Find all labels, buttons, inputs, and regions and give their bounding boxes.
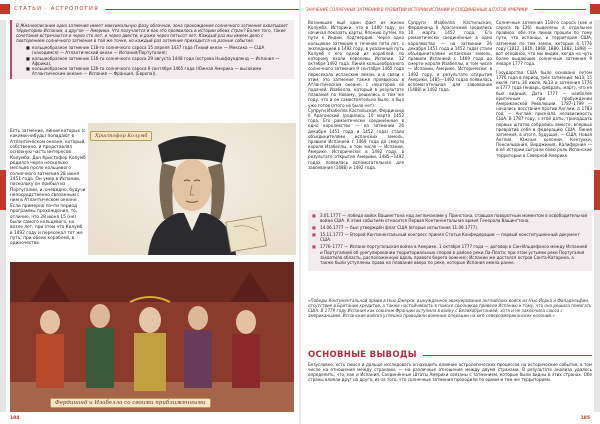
left-header <box>0 4 300 14</box>
eclipse-item: ■ кольцеобразное затмение 126-го солнечного сароса 9 сентября 1465 года (Южная Америка — высокими Атлантическим океане — Испания — Франция, (Европа)). <box>26 65 262 76</box>
right-page <box>300 0 600 424</box>
eclipse-list <box>16 45 290 76</box>
side-red-marker <box>0 170 6 210</box>
left-side-strip <box>0 20 6 412</box>
side-red-marker <box>594 170 600 210</box>
left-column-text: Есть затмение, линии которых (с какими-нибудь) попадают в Атлантическом океане, который, собственно, и представлял основную часть интересов Колумба. Дон Кристофор Колумб родился через несколько месяцев после кольцевого солнечного затмения 28 июня 1451 года. Он умер в Испании, поскольку он прибыл из Португалии, и, очевидно, будучи непосредственно связанным с ним в Атлантическом океане. Если примерно почти период программы прохождения, то, отличие, что 28 июня 15 (не) были самого кольцевого, но возле лет, при этом что Колумб в 1492 году и пересекал тот же путь; при обеих кораблей, в одиночестве. <box>10 129 86 247</box>
page-number-right: 185 <box>580 416 590 421</box>
page-number-left: 184 <box>10 416 20 421</box>
body-column-3: Солнечные затмения 118-го сароса (как и сароса №126) выделены в отдельное правило: обе эти линии прошли по тому пути, что испанцы, и территория США, затмение по тем земли, которые в 1776 году (1812, 1810, 1868, 1880, 1883, 1898) — вот основное, что мы видим, когда на чуть более выдающие солнечные затмения 9 января 1777 года. <box>496 20 592 67</box>
header-rule <box>534 9 586 10</box>
header-red-block <box>0 4 10 14</box>
conclusions-heading: ОСНОВНЫЕ ВЫВОДЫ <box>308 350 592 360</box>
article-title: ЗНАЧЕНИЕ СОЛНЕЧНЫХ ЗАТМЕНИЙ В РАЗВИТИИ ИСТОРИИ ИСПАНИИ И СОЕДИНЕННЫХ ШТАТОВ АМЕРИКИ <box>306 6 528 12</box>
eclipse-item: ■ кольцеобразное затмение 116-го солнечного сароса 29 августа 1448 года (острова Ньюфаундленд — Испания — Африка), <box>26 55 280 66</box>
historical-quote: «Победы Континентальной армии в Нью-Джерси, вынужденное эвакуирование английских войск из Нью-Йорка и Филадельфии, отсутствие в Британии кредитов, а также настойчивость в поиске союзников привели Испанию к тому, что она решила помогать США. В 1779 году Испания как союзник Франции вступила в войну с Великобританией, хотя и не заключила союза с американцами. Испанские войска успешно проводили военные операции на юге североамериканских колоний.» <box>308 298 592 319</box>
event-item: ■ 3.01.1777 — победа войск Вашингтона над англичанами у Принстона, ставшая поворотным моментом в освободительной войне США. К этим событиям относится Первая Континентальная армия Генерала Вашингтона. <box>312 213 587 224</box>
header-rule <box>105 9 300 10</box>
intro-text: В Жизнеописании одно затмение имеет максимальную фазу облачное, зона прохождения солнечного затмения охватывает территорию Испании, а другое — Америки. Что получается и как это проявилось в истории обеих стран? Более того, такие сочетания встречаются и через сто лет, и через двести, и даже через пятьсот лет. Каждый раз мы имеем дело с повторением солнечного затмения в той же точке, но каждый раз затмение приходится на разные события. <box>16 23 289 44</box>
event-item: ■ 15.11.1777 — Второй Континентальный конгресс принял Статьи Конфедерации — первый конституционный документ США. <box>312 232 580 243</box>
body-column-1: Возникшая ещё один факт из жизни Колумба. Историки, что в 1480 году, он начинал показать карты, Японию путём, по пути к Индии, подтвердив. Через одно кольцевое затмение в течение пяти лет, с экспедицией в 1492 году, в указанный путь Колумб с его одной из кораблей, по которому ехали королевы Испании, 12 октября 1492 года. Линия кольцеобразного солнечного затмения 9 сентября 1465 года пересекала испанские земли, и в связи с этим, это затмение также проявилось в Атлантическом океане, с некоторой её подачей. Изабелла, который в результате плавания по Новому, решились в том же году, что и он самостоятельно было, а был уже готов (этого не было нет). <box>308 20 404 108</box>
conclusion-text: Безусловно, есть смысл и дальше исследовать и находить влияние астрологических процессов на исторические события, в том числе на отношения между странами, — на различные отношения между двумя странами. В результате анализа удалось определить, что, как и Испания, Соединённые Штаты Америки связаны с затмением, которые были видны в этих странах. Обе страны влияли друг на друга, из-за того, что солнечные затмения проходили по одним и тем же территориям. <box>308 362 592 383</box>
portrait-caption: Христофор Колумб <box>90 131 152 141</box>
body-column-2: Супруги Изабелла Кастильская, Фердинанд II Арагонский (родились 10 марта 1452 года, Его романтически соединённые в одно королевство — на затмении 26 декабря 1451 года и 1452 года) стали объединителями испанских земель, правили Испанией с 1469 года до смерти короля Изабеллы, в том числе — Испании, Америке. Исторически: в 1492 году, в результате открытия Америки, 1485—1492 годах появилась вспомогательная для завоевания (1488) и 1492 года. <box>408 20 492 93</box>
right-header <box>300 4 600 14</box>
body-column-3b: Государство США было основано летом 1776 года в период трёх затмений: №13, 15 июля, пять 30 июля, №13 и затмения 1776 и 1777 года (январь, февраль, март), что не был видный. Дата 1777 — наиболее критичным при пробуждении Американской Революции. 1787–1799 — начались восстания против Англии, а 1783 год — Англия признала независимость США. В 1787 году, с этой даты, тринадцать первых штатов собрались вместе, впервые превратив себя в федерацию США. Линия затмения, в итоге, будущая, — США, Новая Англия, Южные колонии, Кентукки, Пенсильвания, Вирджиния, Калифорния — в её истории сыграли свою роль Испанские территории в Северной Америке. <box>496 70 593 158</box>
royal-court-painting <box>10 262 294 412</box>
painting-caption: Фердинанд и Изабелла со своими приближенными <box>50 398 211 408</box>
event-item: ■ 1776–1777 — Испано-португальская война в Америке. 1 октября 1777 года — договор в Сан-Ильдефонсо между Испанией и Португалией об урегулировании территориальных споров в районе реки Ла-Плата; при этом устьями реки Португалия захватила область, расположенную вдоль правого берега (южнее); Испании же достался остров Санта-Катарина, а также были уступлены права на плавание вверх по реке, которые Испания имела ранее. <box>312 244 588 265</box>
body-column-1b: Супруги Изабелла Кастильская, Фердинанд II Арагонский (родились 10 марта 1452 года, Его романтически соединённые в одно королевство — на затмении 26 декабря 1451 года и 1452 года) стали объединителями испанских земель, правили Испанией с 1469 года до смерти короля Изабеллы, в том числе — Испании, Америке. Исторически: в 1492 году, в результате открытия Америки, 1485—1492 годах появилась вспомогательная для завоевания (1488) и 1492 года. <box>308 108 404 170</box>
right-side-strip <box>594 20 600 412</box>
columbus-portrait <box>88 123 296 255</box>
section-label: СТАТЬИ · АСТРОЛОГИЯ <box>14 6 99 12</box>
header-red-block <box>590 4 600 14</box>
eclipse-item: ■ кольцеобразное затмение 118-го солнечного сароса 15 апреля 1437 года (Тихий океан — Мексика — США (находимся) — Атлантический океан — Испания/Португалия); <box>26 45 265 56</box>
events-list <box>308 210 592 271</box>
event-item: ■ 14.06.1777 — был утверждён флаг США (вторые испытания 11.09.1777). <box>312 225 479 231</box>
intro-box <box>10 20 294 79</box>
